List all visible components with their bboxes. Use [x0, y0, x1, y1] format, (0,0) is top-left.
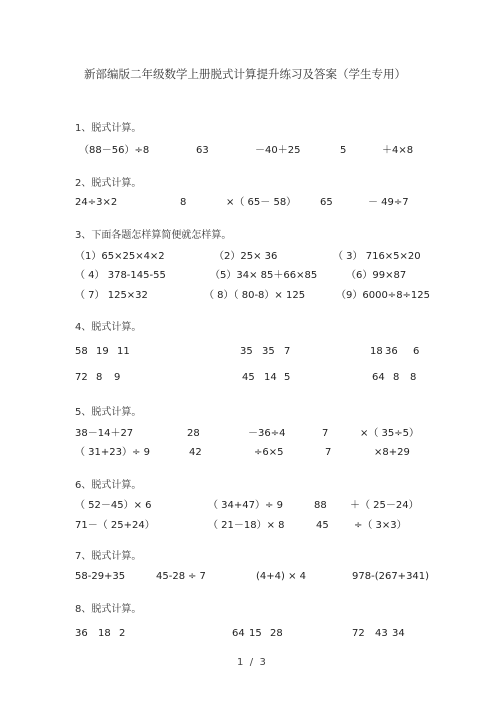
section-1-item: （88－56）÷8: [79, 145, 150, 156]
section-7-item: ÷ 7: [188, 571, 206, 582]
section-2-item: ×（ 65－ 58）: [226, 197, 297, 208]
section-3-item: （1）65×25×4×2: [75, 251, 165, 262]
section-5-item: （ 31+23）÷ 9: [75, 447, 150, 458]
section-1-item: 63: [196, 145, 209, 156]
section-1-heading: 1、脱式计算。: [75, 123, 142, 134]
section-7-heading: 7、脱式计算。: [75, 551, 142, 562]
section-6-item: （ 52－45）× 6: [75, 500, 152, 511]
section-7-item: 58-29+35: [75, 571, 126, 582]
section-5-item: 28: [187, 428, 200, 439]
section-8-number: 28: [270, 628, 283, 639]
section-2-item: － 49÷7: [368, 197, 409, 208]
section-4-number: 8: [393, 372, 400, 383]
section-6-item: （ 21－18）× 8: [208, 520, 285, 531]
section-6-item: 88: [314, 500, 327, 511]
section-8-number: 36: [75, 628, 88, 639]
section-3-item: （2）25× 36: [214, 251, 278, 262]
section-4-number: 64: [372, 372, 385, 383]
section-6-item: ＋（ 25－24）: [350, 500, 419, 511]
section-8-number: 64: [232, 628, 245, 639]
section-6-item: 71－（ 25+24）: [75, 520, 155, 531]
section-4-number: 36: [385, 346, 398, 357]
section-4-heading: 4、脱式计算。: [75, 322, 142, 333]
section-4-number: 35: [240, 346, 253, 357]
section-4-number: 45: [242, 372, 255, 383]
section-3-item: （ 7） 125×32: [75, 290, 148, 301]
section-5-item: －36÷4: [248, 428, 286, 439]
page-title: 新部编版二年级数学上册脱式计算提升练习及答案（学生专用）: [84, 67, 406, 81]
section-3-item: （9）6000÷8÷125: [336, 290, 431, 301]
section-4-number: 19: [96, 346, 109, 357]
section-6-heading: 6、脱式计算。: [75, 480, 142, 491]
section-8-number: 34: [392, 628, 405, 639]
section-5-item: 38－14＋27: [75, 428, 134, 439]
section-2-item: 24÷3×2: [75, 197, 118, 208]
section-1-item: －40＋25: [255, 145, 301, 156]
section-7-item: (4+4) × 4: [256, 571, 307, 582]
section-6-item: 45: [316, 520, 329, 531]
section-4-number: 9: [114, 372, 121, 383]
section-8-heading: 8、脱式计算。: [75, 604, 142, 615]
section-6-item: （ 34+47）÷ 9: [208, 500, 283, 511]
section-6-item: ÷（ 3×3）: [354, 520, 407, 531]
section-7-item: 45-28: [156, 571, 186, 582]
section-8-number: 43: [375, 628, 388, 639]
page-number: 1 / 3: [237, 657, 266, 668]
section-3-heading: 3、下面各题怎样算简便就怎样算。: [75, 230, 232, 241]
section-1-item: ＋4×8: [382, 145, 414, 156]
section-8-number: 72: [352, 628, 365, 639]
section-5-item: ×（ 35÷5）: [360, 428, 420, 439]
section-8-number: 18: [98, 628, 111, 639]
section-4-number: 18: [370, 346, 383, 357]
section-5-item: 7: [325, 447, 332, 458]
section-4-number: 5: [284, 372, 291, 383]
section-3-item: （6）99×87: [346, 270, 407, 281]
section-2-heading: 2、脱式计算。: [75, 178, 142, 189]
section-4-number: 11: [117, 346, 130, 357]
section-5-item: 42: [189, 447, 202, 458]
section-3-item: （ 3） 716×5×20: [333, 251, 421, 262]
section-4-number: 72: [75, 372, 88, 383]
section-5-item: ×8+29: [374, 447, 410, 458]
section-4-number: 8: [96, 372, 103, 383]
section-2-item: 65: [320, 197, 333, 208]
section-4-number: 14: [264, 372, 277, 383]
section-4-number: 35: [262, 346, 275, 357]
section-4-number: 8: [410, 372, 417, 383]
section-2-item: 8: [180, 197, 187, 208]
section-1-item: 5: [340, 145, 347, 156]
section-4-number: 58: [75, 346, 88, 357]
section-4-number: 7: [284, 346, 291, 357]
section-3-item: （5）34× 85＋66×85: [210, 270, 318, 281]
section-8-number: 2: [119, 628, 126, 639]
section-5-heading: 5、脱式计算。: [75, 407, 142, 418]
section-3-item: （ 8）（ 80-8）× 125: [204, 290, 306, 301]
section-5-item: 7: [322, 428, 329, 439]
section-8-number: 15: [249, 628, 262, 639]
section-4-number: 6: [413, 346, 420, 357]
section-3-item: （ 4） 378-145-55: [75, 270, 166, 281]
section-5-item: ÷6×5: [254, 447, 284, 458]
section-7-item: 978-(267+341): [352, 571, 430, 582]
